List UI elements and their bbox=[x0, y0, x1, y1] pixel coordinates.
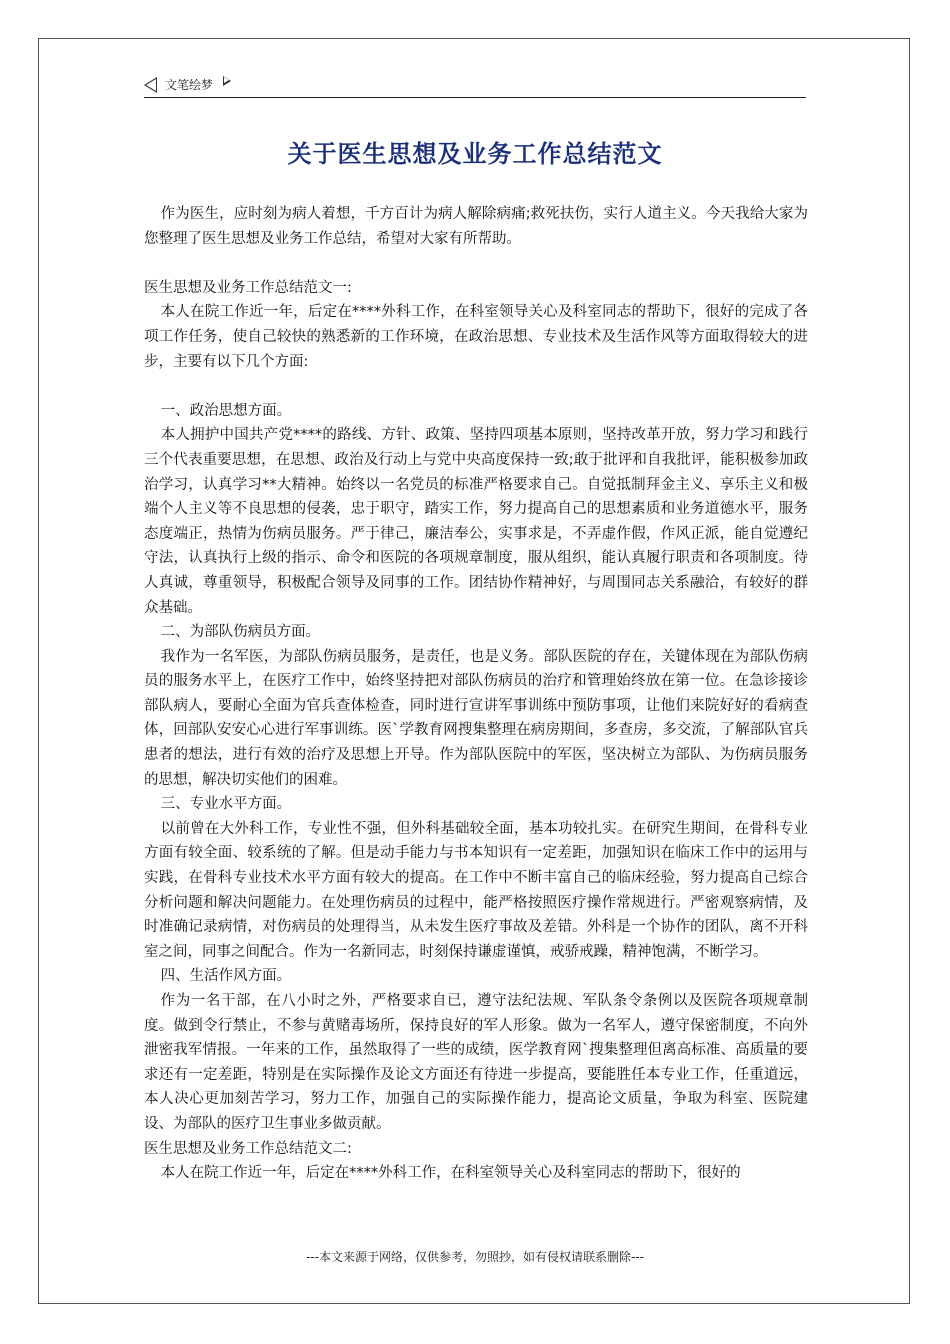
section-heading-lifestyle: 四、生活作风方面。 bbox=[160, 968, 292, 985]
document-title: 关于医生思想及业务工作总结范文 bbox=[287, 140, 663, 168]
sample1-paragraph: 本人在院工作近一年，后定在****外科工作，在科室领导关心及科室同志的帮助下，很好的完成了各项工作任务，使自己较快的熟悉新的工作环境，在政治思想、专业技术及生活作风等方面取得较大的进步，主要有以下几个方面: bbox=[144, 304, 808, 370]
section-body-expertise: 以前曾在大外科工作，专业性不强，但外科基础较全面，基本功较扎实。在研究生期间，在骨科专业方面有较全面、较系统的了解。但是动手能力与书本知识有一定差距，加强知识在临床工作中的运用与实践，在骨科专业技术水平方面有较大的提高。在工作中不断丰富自己的临床经验，努力提高自己综合分析问题和解决问题能力。在处理伤病员的过程中，能严格按照医疗操作常规进行。严密观察病情，及时准确记录病情，对伤病员的处理得当，从未发生医疗事故及差错。外科是一个协作的团队，离不开科室之间，同事之间配合。作为一名新同志，时刻保持谦虚谨慎，戒骄戒躁，精神饱满，不断学习。 bbox=[144, 820, 808, 960]
intro-paragraph: 作为医生，应时刻为病人着想，千方百计为病人解除病痛;救死扶伤，实行人道主义。今天我给大家为您整理了医生思想及业务工作总结，希望对大家有所帮助。 bbox=[144, 206, 808, 247]
section-body-politics: 本人拥护中国共产党****的路线、方针、政策、坚持四项基本原则，坚持改革开放，努力学习和践行三个代表重要思想，在思想、政治及行动上与党中央高度保持一致;敢于批评和自我批评，能积极参加政治学习，认真学习**大精神。始终以一名党员的标准严格要求自己。自觉抵制拜金主义、享乐主义和极端个人主义等不良思想的侵袭，忠于职守，踏实工作，努力提高自己的思想素质和业务道德水平，服务态度端正，热情为伤病员服务。严于律己，廉洁奉公，实事求是，不弄虚作假，作风正派，能自觉遵纪守法，认真执行上级的指示、命令和医院的各项规章制度，服从组织，能认真履行职责和各项制度。待人真诚，尊重领导，积极配合领导及同事的工作。团结协作精神好，与周围同志关系融洽，有较好的群众基础。 bbox=[144, 427, 808, 616]
footer-disclaimer: ---本文来源于网络，仅供参考，勿照抄，如有侵权请联系删除--- bbox=[306, 1250, 644, 1264]
triangle-right-icon bbox=[223, 76, 231, 86]
sample1-heading: 医生思想及业务工作总结范文一: bbox=[144, 279, 352, 296]
section-heading-patients: 二、为部队伤病员方面。 bbox=[160, 624, 321, 641]
section-body-lifestyle: 作为一名干部，在八小时之外，严格要求自已，遵守法纪法规、军队条令条例以及医院各项规章制度。做到令行禁止，不参与黄赌毒场所，保持良好的军人形象。做为一名军人，遵守保密制度，不向外泄密我军情报。一年来的工作，虽然取得了一些的成绩，医学教育网`搜集整理但离高标准、高质量的要求还有一定差距，特别是在实际操作及论文方面还有待进一步提高，要能胜任本专业工作，任重道远，本人决心更加刻苦学习，努力工作，加强自己的实际操作能力，提高论文质量，争取为科室、医院建设、为部队的医疗卫生事业多做贡献。 bbox=[144, 993, 808, 1132]
page-header bbox=[144, 72, 806, 98]
sample2-heading: 医生思想及业务工作总结范文二: bbox=[144, 1140, 352, 1157]
spacer bbox=[144, 374, 808, 399]
section-heading-politics: 一、政治思想方面。 bbox=[160, 402, 292, 419]
spacer bbox=[144, 251, 808, 276]
section-body-patients: 我作为一名军医，为部队伤病员服务，是责任，也是义务。部队医院的存在，关键体现在为部队伤病员的服务水平上，在医疗工作中，始终坚持把对部队伤病员的治疗和管理始终放在第一位。在急诊接诊部队病人，要耐心全面为官兵查体检查，同时进行宣讲军事训练中预防事项，让他们来院好好的看病查体，回部队安安心心进行军事训练。医`学教育网搜集整理在病房期间，多查房，多交流，了解部队官兵患者的想法，进行有效的治疗及思想上开导。作为部队医院中的军医，坚决树立为部队、为伤病员服务的思想，解决切实他们的困难。 bbox=[144, 648, 808, 788]
triangle-left-icon bbox=[144, 77, 157, 93]
sample2-paragraph: 本人在院工作近一年，后定在****外科工作，在科室领导关心及科室同志的帮助下，很好的 bbox=[160, 1165, 741, 1182]
section-heading-expertise: 三、专业水平方面。 bbox=[160, 796, 292, 813]
document-body bbox=[144, 202, 808, 1186]
header-brand: 文笔绘梦 bbox=[165, 78, 214, 92]
